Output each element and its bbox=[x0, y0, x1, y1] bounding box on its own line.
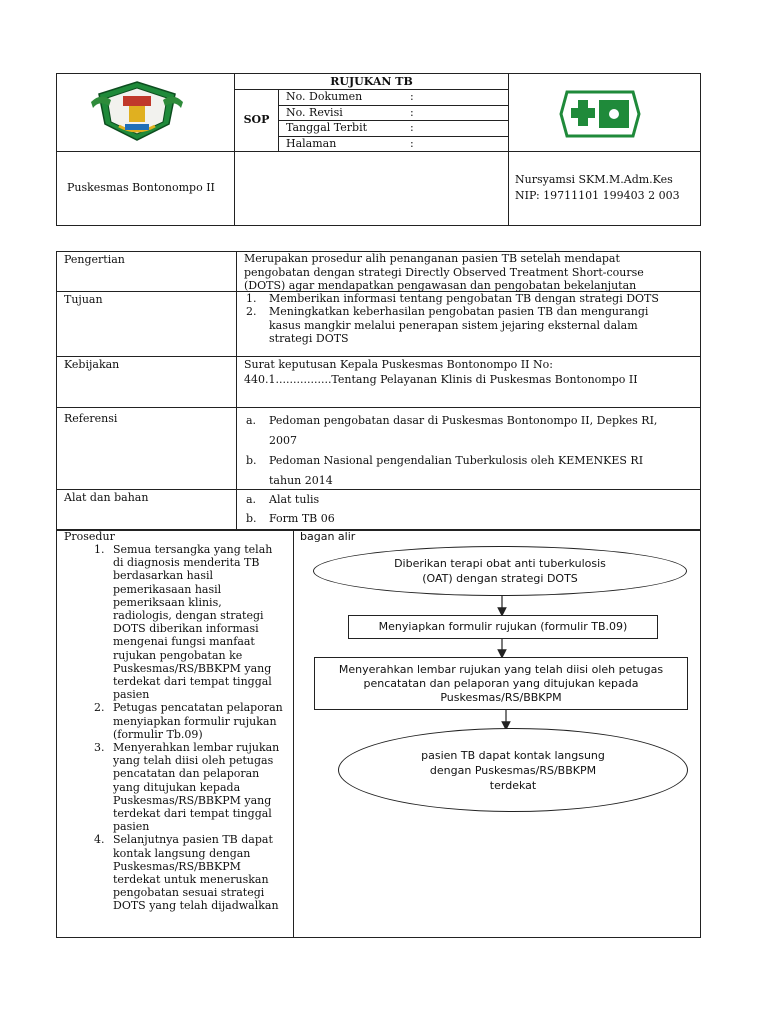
label-prosedur: Prosedur bbox=[64, 530, 115, 543]
list-item: 1. Memberikan informasi tentang pengobatan TB dengan strategi DOTS bbox=[246, 292, 659, 305]
field-sep: : bbox=[410, 106, 414, 119]
prosedur-step: 3. Menyerahkan lembar rujukan yang telah diisi oleh petugas pencatatan dan pelaporan yang ditujukan kepada Puskesmas/RS/BBKPM yang terdekat dari tempat tinggal pasien bbox=[108, 741, 292, 833]
sop-header-table bbox=[56, 73, 701, 226]
referensi-list bbox=[244, 411, 657, 491]
label-bagan-alir: bagan alir bbox=[300, 530, 356, 543]
flow-node-start: Diberikan terapi obat anti tuberkulosis (OAT) dengan strategi DOTS bbox=[313, 546, 687, 596]
signatory-name: Nursyamsi SKM.M.Adm.Kes bbox=[515, 173, 673, 186]
label-referensi: Referensi bbox=[64, 412, 118, 425]
label-alat-dan-bahan: Alat dan bahan bbox=[64, 491, 149, 504]
regional-emblem-logo bbox=[89, 80, 185, 144]
kebijakan-text: Surat keputusan Kepala Puskesmas Bontonompo II No: 440.1................Tentang Pelayanan Klinis di Puskesmas Bontonompo II bbox=[244, 358, 638, 386]
prosedur-steps bbox=[56, 543, 292, 913]
list-item: a. Alat tulis bbox=[246, 493, 320, 506]
pengertian-text: Merupakan prosedur alih penanganan pasien TB setelah mendapat pengobatan dengan strategi Directly Observed Treatment Short-course (DOTS) agar mendapatkan pengawasan dan pengobatan bekelanjutan bbox=[244, 252, 644, 292]
flow-node-end: pasien TB dapat kontak langsung dengan Puskesmas/RS/BBKPM terdekat bbox=[338, 728, 688, 812]
field-sep: : bbox=[410, 137, 414, 150]
field-halaman: Halaman bbox=[286, 137, 337, 150]
field-no-revisi: No. Revisi bbox=[286, 106, 343, 119]
alat-list bbox=[244, 490, 335, 528]
prosedur-step: 1. Semua tersangka yang telah di diagnosis menderita TB berdasarkan hasil pemerikasaan hasil pemeriksaan klinis, radiologis, dengan strategi DOTS diberikan informasi mengenai fungsi manfaat rujukan pengobatan ke Puskesmas/RS/BBKPM yang terdekat dari tempat tinggal pasien bbox=[108, 543, 292, 701]
signatory-nip: NIP: 19711101 199403 2 003 bbox=[515, 189, 680, 202]
field-sep: : bbox=[410, 90, 414, 103]
list-item: b. Form TB 06 bbox=[246, 512, 335, 525]
puskesmas-logo bbox=[559, 90, 641, 138]
list-item: 2. Meningkatkan keberhasilan pengobatan pasien TB dan mengurangi kasus mangkir melalui penerapan sistem jejaring eksternal dalam strategi DOTS bbox=[246, 305, 649, 345]
label-kebijakan: Kebijakan bbox=[64, 358, 120, 371]
field-no-dokumen: No. Dokumen bbox=[286, 90, 363, 103]
field-tanggal-terbit: Tanggal Terbit bbox=[286, 121, 368, 134]
facility-name: Puskesmas Bontonompo II bbox=[67, 181, 215, 194]
list-item: b. Pedoman Nasional pengendalian Tuberkulosis oleh KEMENKES RI tahun 2014 bbox=[246, 454, 644, 487]
list-item: a. Pedoman pengobatan dasar di Puskesmas Bontonompo II, Depkes RI, 2007 bbox=[246, 414, 658, 447]
label-pengertian: Pengertian bbox=[64, 253, 125, 266]
flow-node-prepare-form: Menyiapkan formulir rujukan (formulir TB.09) bbox=[348, 615, 658, 639]
prosedur-step: 2. Petugas pencatatan pelaporan menyiapkan formulir rujukan (formulir Tb.09) bbox=[108, 701, 292, 741]
tujuan-list bbox=[244, 292, 659, 345]
document-title: RUJUKAN TB bbox=[330, 75, 413, 88]
flow-node-handover: Menyerahkan lembar rujukan yang telah diisi oleh petugas pencatatan dan pelaporan yang ditujukan kepada Puskesmas/RS/BBKPM bbox=[314, 657, 688, 710]
prosedur-step: 4. Selanjutnya pasien TB dapat kontak langsung dengan Puskesmas/RS/BBKPM terdekat untuk meneruskan pengobatan sesuai strategi DOTS yang telah dijadwalkan bbox=[108, 833, 292, 912]
label-tujuan: Tujuan bbox=[64, 293, 103, 306]
field-sep: : bbox=[410, 121, 414, 134]
sop-label: SOP bbox=[243, 113, 270, 126]
